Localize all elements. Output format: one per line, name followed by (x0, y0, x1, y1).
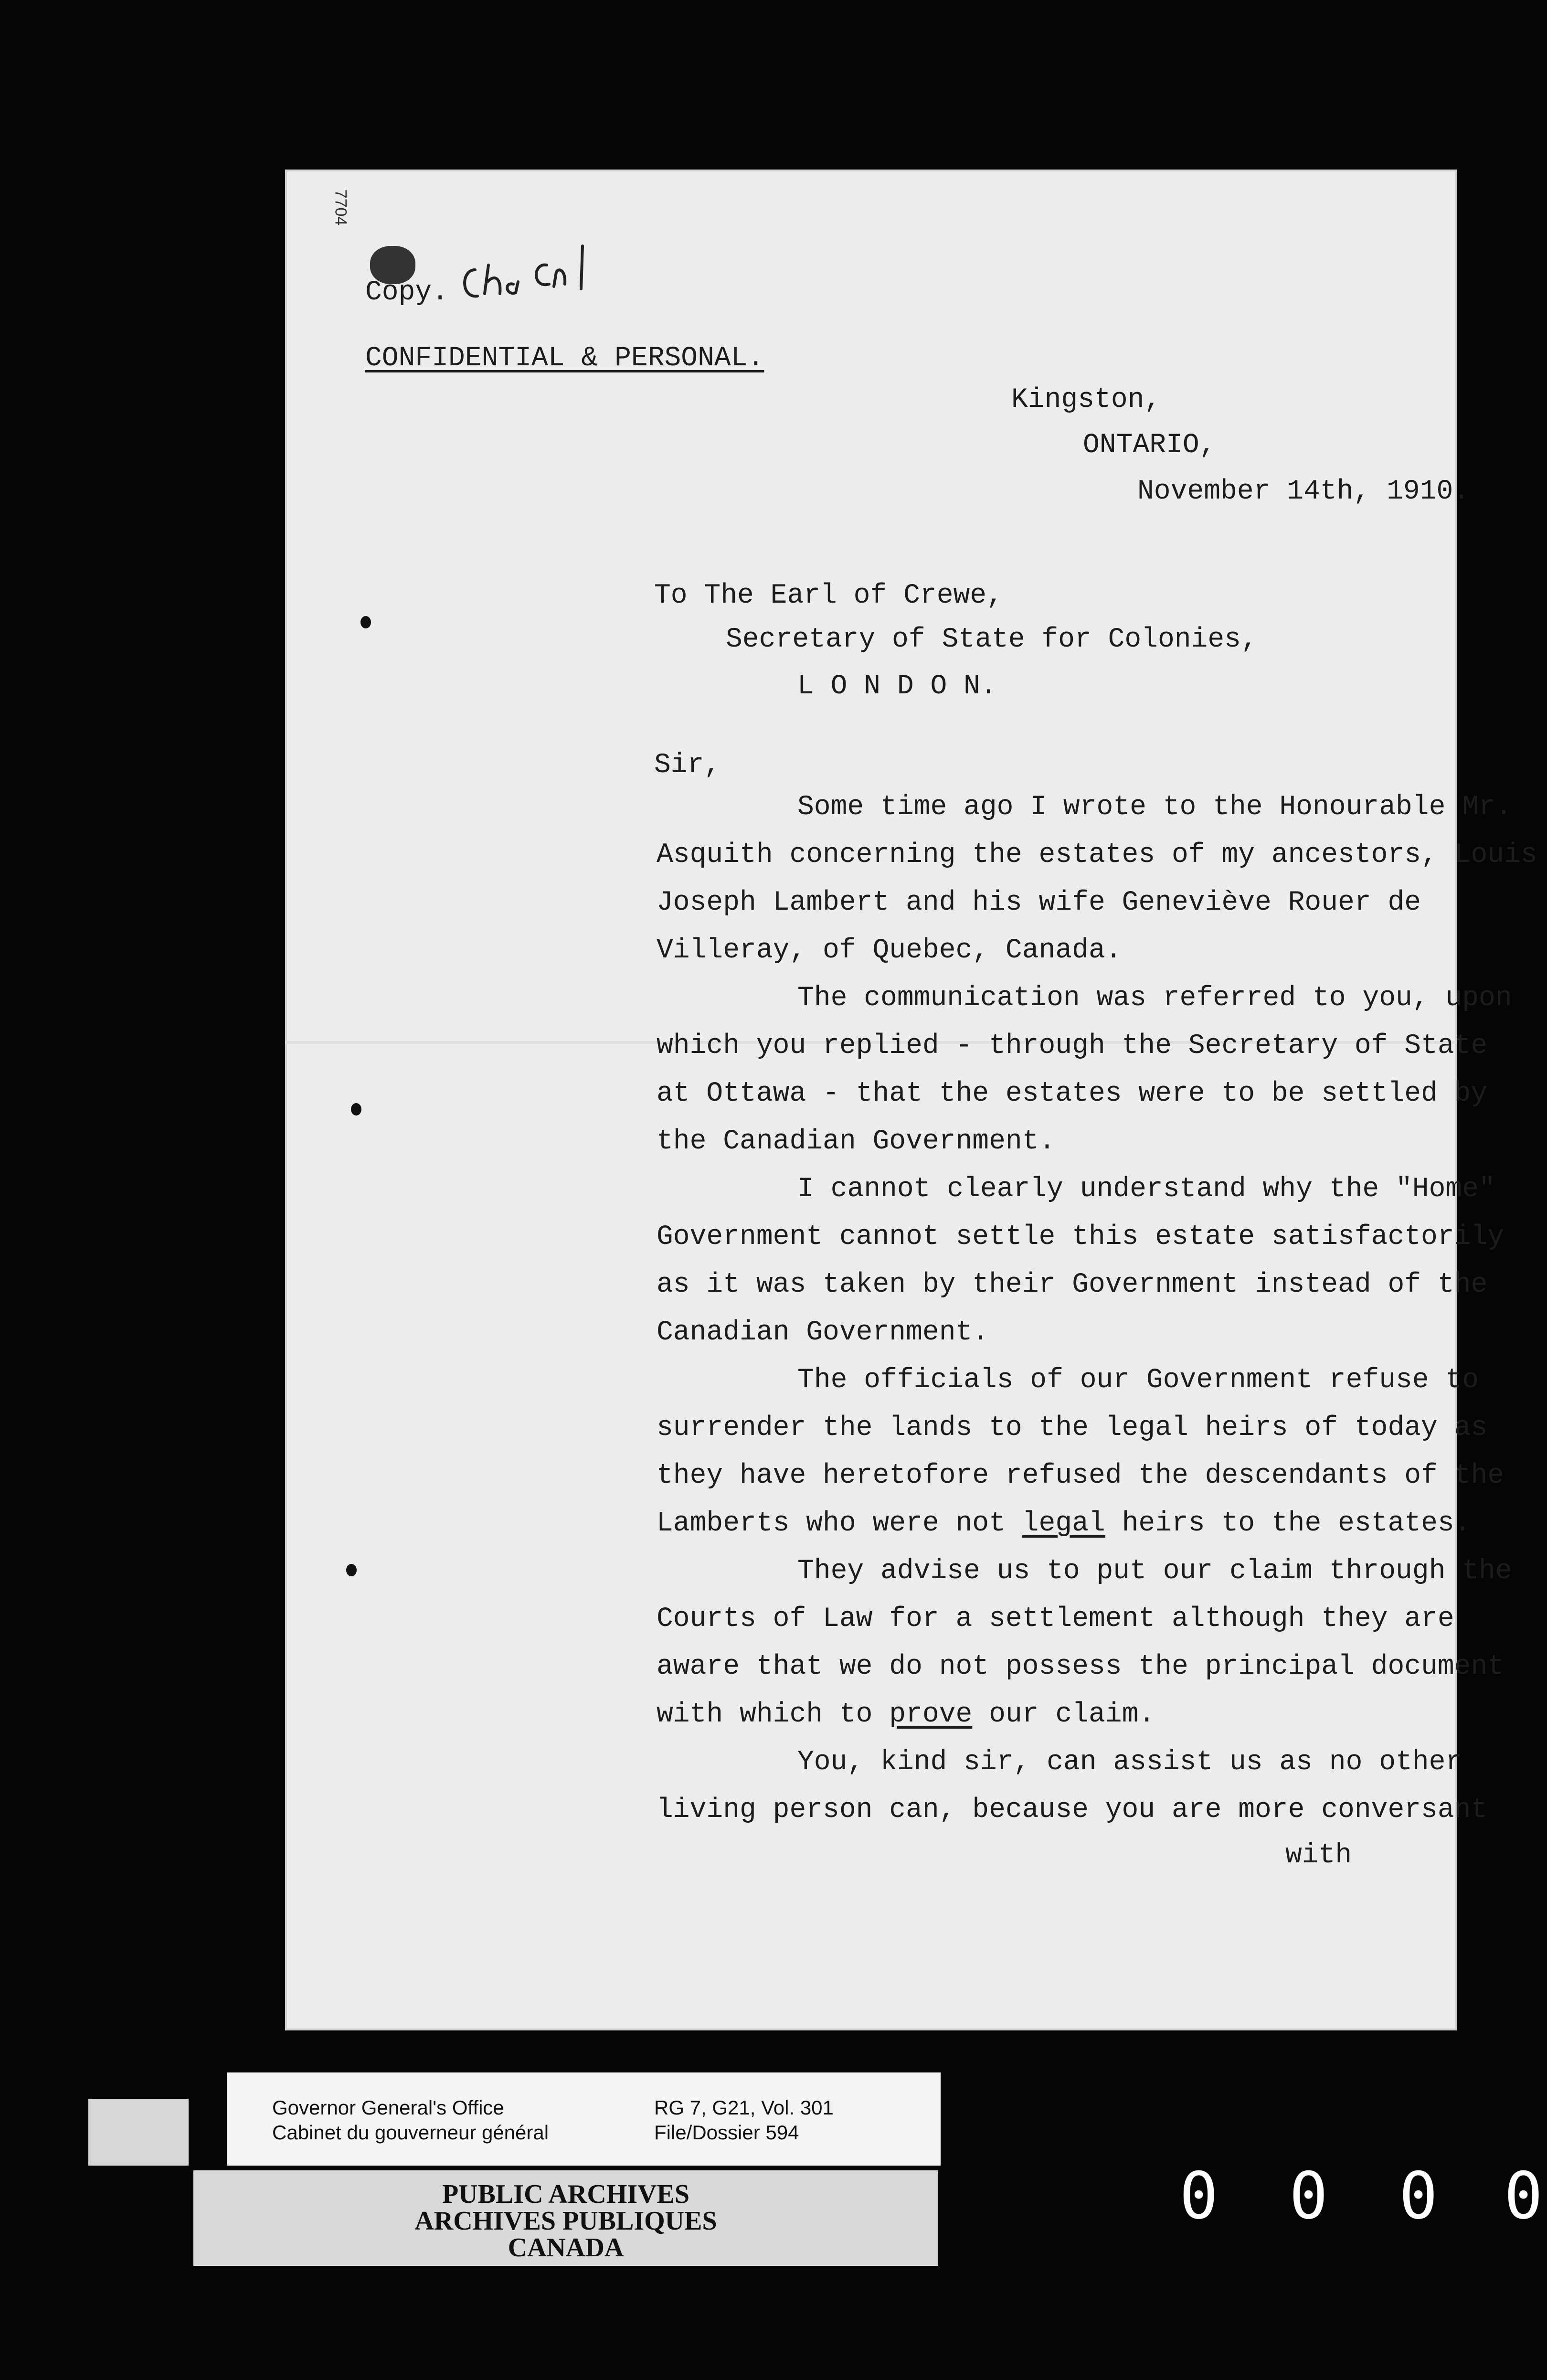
body-line: I cannot clearly understand why the "Home" (797, 1174, 1495, 1205)
body-text: our claim. (989, 1699, 1155, 1730)
letter-date: November 14th, 1910. (1137, 476, 1470, 507)
body-line: The officials of our Government refuse to (797, 1365, 1479, 1396)
handwritten-note (456, 236, 604, 308)
body-text: with which to (657, 1699, 873, 1730)
frame-digit-1: 0 (1179, 2158, 1219, 2233)
continuation-word: with (1285, 1840, 1352, 1871)
body-line (657, 1699, 1155, 1730)
body-line: living person can, because you are more conversant (657, 1795, 1488, 1826)
underlined-word: prove (889, 1699, 973, 1730)
body-line: aware that we do not possess the principal document (657, 1651, 1505, 1682)
record-group: RG 7, G21, Vol. 301 (654, 2096, 834, 2119)
stamp-line-2: ARCHIVES PUBLIQUES (414, 2206, 717, 2236)
body-line: Asquith concerning the estates of my ancestors, Louis (657, 839, 1537, 871)
archive-strip (88, 2099, 189, 2166)
frame-digit-3: 0 (1399, 2158, 1438, 2233)
body-line: Courts of Law for a settlement although they are (657, 1604, 1454, 1635)
body-line: Government cannot settle this estate satisfactorily (657, 1222, 1505, 1253)
body-line: as it was taken by their Government instead of the (657, 1269, 1488, 1300)
office-en: Governor General's Office (272, 2096, 504, 2119)
body-line: They advise us to put our claim through the (797, 1556, 1512, 1587)
body-line (657, 1508, 1471, 1539)
address-line-1: Kingston, (1011, 384, 1161, 415)
recipient-line-2: Secretary of State for Colonies, (726, 624, 1258, 655)
body-line: The communication was referred to you, upon (797, 983, 1512, 1014)
body-line: at Ottawa - that the estates were to be settled by (657, 1078, 1488, 1109)
body-line: Villeray, of Quebec, Canada. (657, 935, 1122, 966)
body-line: the Canadian Government. (657, 1126, 1056, 1157)
body-line: which you replied - through the Secretary of State (657, 1031, 1488, 1062)
margin-number: 7704 (331, 189, 350, 226)
body-text: Lamberts who were not (657, 1508, 1006, 1539)
underlined-word: legal (1022, 1508, 1105, 1539)
body-line: Canadian Government. (657, 1317, 989, 1348)
recipient-line-1: To The Earl of Crewe, (654, 580, 1003, 611)
body-line: they have heretofore refused the descendants of the (657, 1460, 1505, 1491)
body-text: heirs to the estates. (1122, 1508, 1471, 1539)
recipient-line-3: L O N D O N. (797, 671, 997, 702)
frame-digit-4: 0 (1504, 2158, 1543, 2233)
office-fr: Cabinet du gouverneur général (272, 2121, 549, 2144)
punch-hole-1 (360, 616, 371, 628)
archive-stamp (193, 2170, 938, 2266)
file-number: File/Dossier 594 (654, 2121, 799, 2144)
archive-label (227, 2072, 941, 2166)
heading: CONFIDENTIAL & PERSONAL. (365, 343, 764, 374)
body-line: You, kind sir, can assist us as no other (797, 1747, 1462, 1778)
stamp-line-3: CANADA (508, 2233, 624, 2263)
body-line: Joseph Lambert and his wife Geneviève Rouer de (657, 887, 1421, 918)
salutation: Sir, (654, 750, 721, 781)
punch-hole-2 (351, 1103, 361, 1116)
body-line: surrender the lands to the legal heirs of today as (657, 1413, 1488, 1444)
stamp-line-1: PUBLIC ARCHIVES (442, 2179, 690, 2209)
punch-hole-3 (346, 1564, 357, 1576)
address-line-2: ONTARIO, (1083, 430, 1216, 461)
frame-digit-2: 0 (1289, 2158, 1328, 2233)
body-line: Some time ago I wrote to the Honourable Mr. (797, 792, 1512, 823)
copy-label: Copy. (365, 277, 449, 308)
